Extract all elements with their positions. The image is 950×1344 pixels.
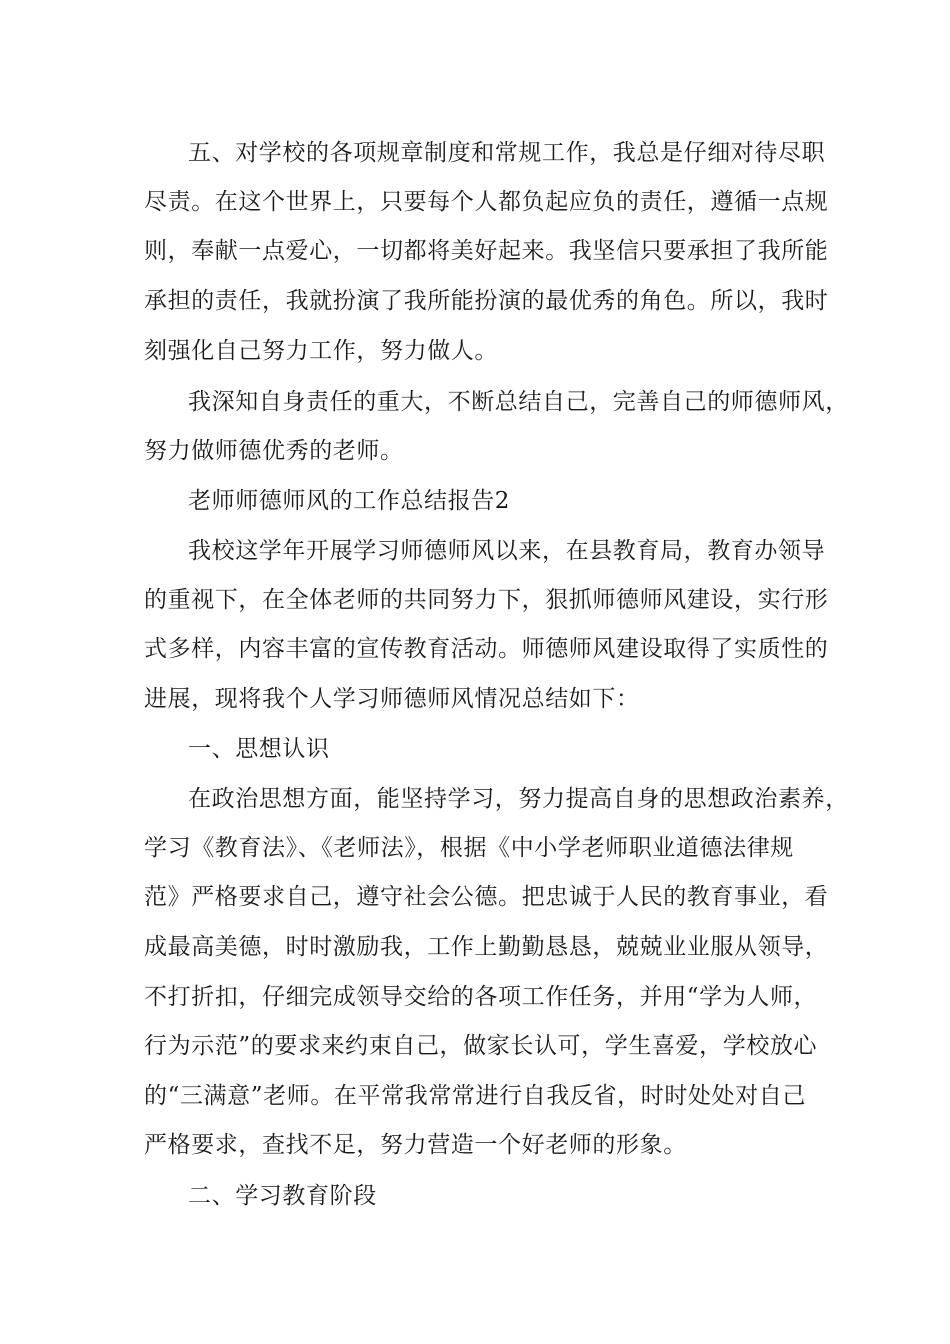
paragraph-line: 成最高美德，时时激励我，工作上勤勤恳恳，兢兢业业服从领导， — [144, 934, 829, 960]
paragraph-line: 努力做师德优秀的老师。 — [144, 438, 404, 464]
paragraph-line: 我校这学年开展学习师德师风以来，在县教育局，教育办领导 — [188, 538, 826, 564]
paragraph-line: 的重视下，在全体老师的共同努力下，狠抓师德师风建设，实行形 — [144, 587, 829, 613]
paragraph-line: 不打折扣，仔细完成领导交给的各项工作任务，并用“学为人师， — [144, 984, 818, 1010]
paragraph-line: 刻强化自己努力工作，努力做人。 — [144, 338, 498, 364]
section-heading: 二、学习教育阶段 — [188, 1183, 377, 1209]
section-title: 老师师德师风的工作总结报告2 — [188, 488, 511, 514]
section-heading: 一、思想认识 — [188, 736, 330, 762]
paragraph-line: 在政治思想方面，能坚持学习，努力提高自身的思想政治素养， — [188, 786, 849, 812]
paragraph-line: 学习《教育法》、《老师法》，根据《中小学老师职业道德法律规 — [144, 835, 794, 861]
paragraph-line: 则，奉献一点爱心，一切都将美好起来。我坚信只要承担了我所能 — [144, 238, 829, 264]
paragraph-line: 我深知自身责任的重大，不断总结自己，完善自己的师德师风， — [188, 389, 849, 415]
paragraph-line: 严格要求，查找不足，努力营造一个好老师的形象。 — [144, 1132, 687, 1158]
paragraph-line: 尽责。在这个世界上，只要每个人都负起应负的责任，遵循一点规 — [144, 189, 829, 215]
paragraph-line: 进展，现将我个人学习师德师风情况总结如下： — [144, 686, 640, 712]
paragraph-line: 五、对学校的各项规章制度和常规工作，我总是仔细对待尽职 — [188, 140, 826, 166]
paragraph-line: 行为示范”的要求来约束自己，做家长认可，学生喜爱，学校放心 — [144, 1033, 818, 1059]
paragraph-line: 的“三满意”老师。在平常我常常进行自我反省，时时处处对自己 — [144, 1083, 806, 1109]
paragraph-line: 式多样，内容丰富的宣传教育活动。师德师风建设取得了实质性的 — [144, 636, 829, 662]
paragraph-line: 承担的责任，我就扮演了我所能扮演的最优秀的角色。所以，我时 — [144, 288, 829, 314]
paragraph-line: 范》严格要求自己，遵守社会公德。把忠诚于人民的教育事业，看 — [144, 884, 829, 910]
